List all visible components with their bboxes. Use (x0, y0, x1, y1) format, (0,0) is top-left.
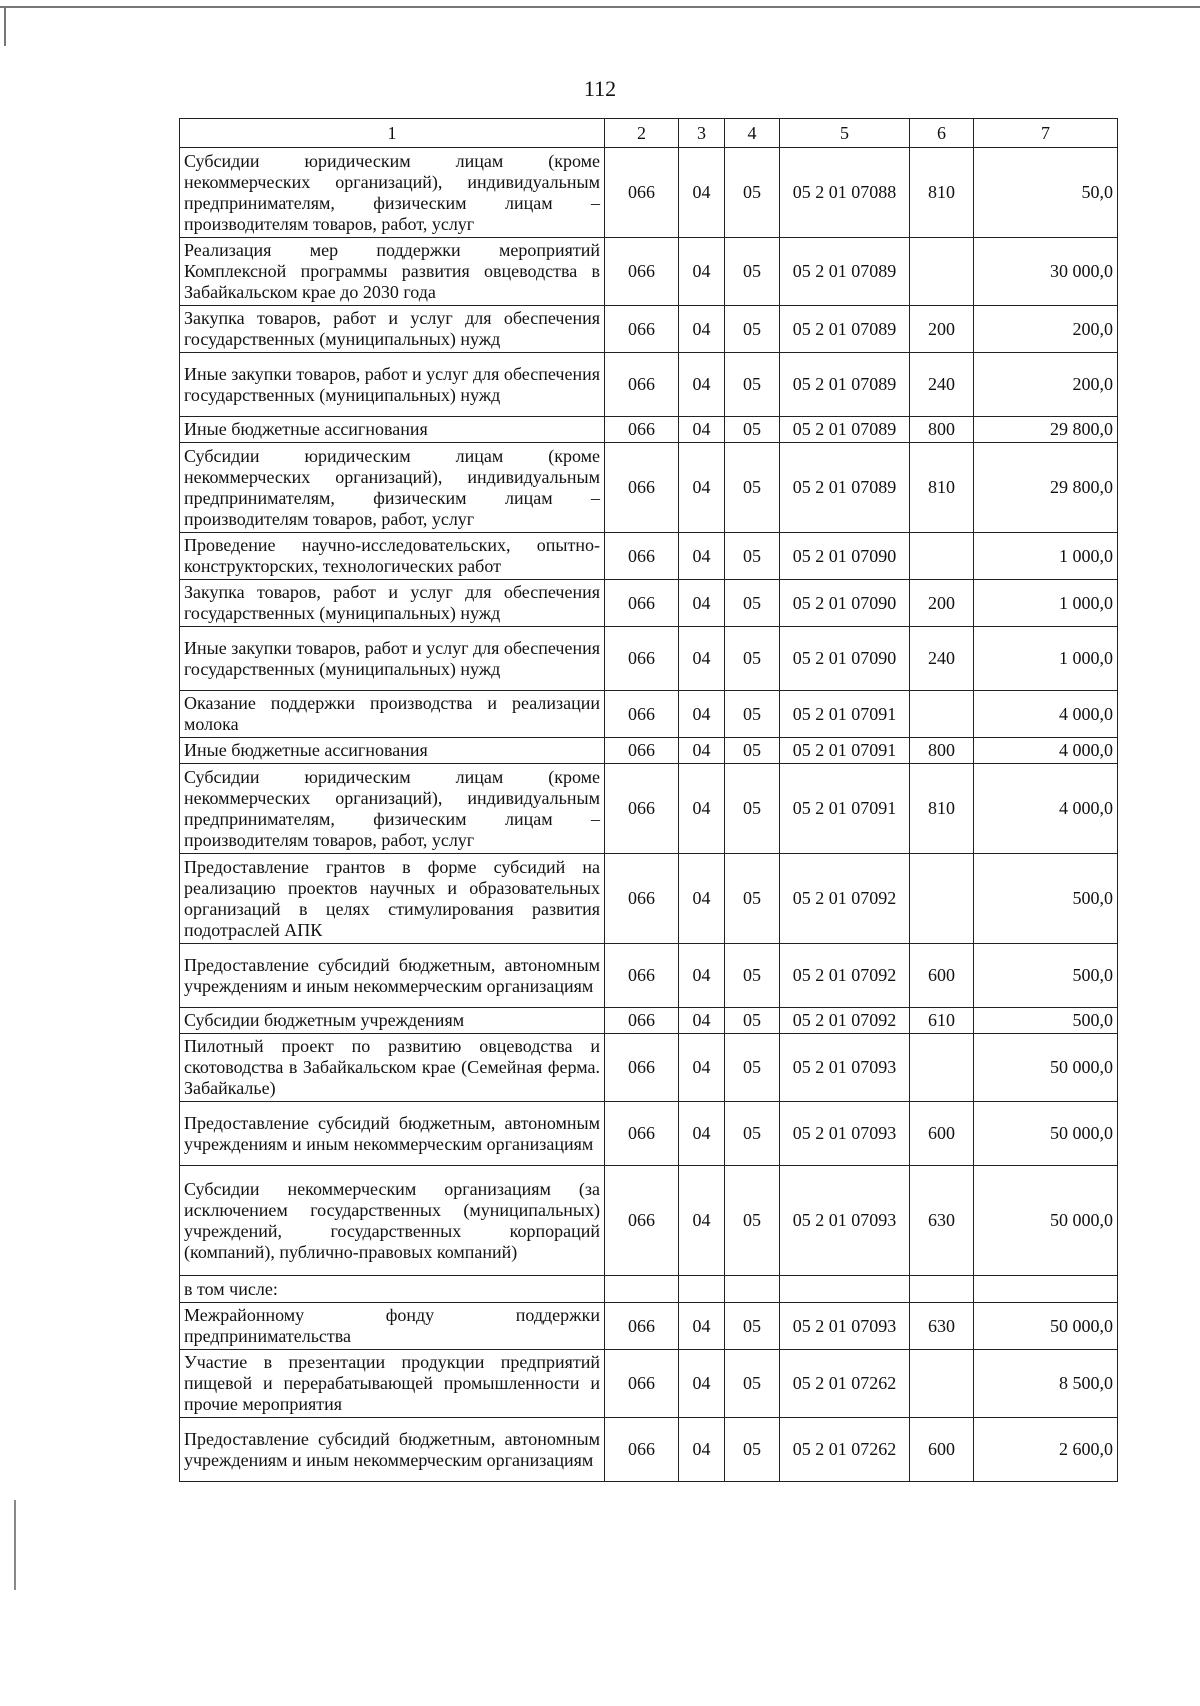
row-description: Предоставление субсидий бюджетным, автономным учреждениям и иным некоммерческим организациям (180, 1102, 605, 1166)
row-description: Межрайонному фонду поддержки предпринимательства (180, 1303, 605, 1350)
row-ministry-code: 066 (605, 533, 679, 580)
row-section-code: 04 (679, 580, 725, 627)
row-expense-type: 630 (910, 1166, 974, 1276)
table-row (180, 1102, 1118, 1166)
row-target-article: 05 2 01 07091 (780, 691, 910, 738)
row-amount: 50 000,0 (974, 1034, 1118, 1102)
row-expense-type (910, 691, 974, 738)
row-ministry-code: 066 (605, 691, 679, 738)
table-row (180, 691, 1118, 738)
row-subsection-code: 05 (725, 691, 780, 738)
row-ministry-code (605, 1276, 679, 1303)
row-ministry-code: 066 (605, 238, 679, 306)
table-row (180, 854, 1118, 944)
row-description: Иные закупки товаров, работ и услуг для обеспечения государственных (муниципальных) нужд (180, 353, 605, 417)
row-subsection-code: 05 (725, 1166, 780, 1276)
row-ministry-code: 066 (605, 1008, 679, 1034)
row-subsection-code: 05 (725, 148, 780, 238)
row-section-code: 04 (679, 1166, 725, 1276)
row-expense-type (910, 1034, 974, 1102)
table-header-row (180, 119, 1118, 148)
table-row (180, 944, 1118, 1008)
row-ministry-code: 066 (605, 580, 679, 627)
row-amount: 500,0 (974, 944, 1118, 1008)
row-description: Участие в презентации продукции предприятий пищевой и перерабатывающей промышленности и прочие мероприятия (180, 1350, 605, 1418)
header-col-1: 1 (180, 119, 605, 148)
table-row (180, 1350, 1118, 1418)
row-expense-type: 240 (910, 353, 974, 417)
row-section-code: 04 (679, 306, 725, 353)
row-ministry-code: 066 (605, 1102, 679, 1166)
row-subsection-code (725, 1276, 780, 1303)
row-ministry-code: 066 (605, 944, 679, 1008)
table-row (180, 417, 1118, 443)
row-amount: 50,0 (974, 148, 1118, 238)
row-section-code: 04 (679, 944, 725, 1008)
row-description: Субсидии юридическим лицам (кроме некоммерческих организаций), индивидуальным предпринимателям, физическим лицам – производителям товаров, работ, услуг (180, 443, 605, 533)
row-amount: 200,0 (974, 353, 1118, 417)
row-section-code: 04 (679, 238, 725, 306)
row-subsection-code: 05 (725, 1034, 780, 1102)
row-target-article: 05 2 01 07093 (780, 1166, 910, 1276)
row-subsection-code: 05 (725, 1418, 780, 1482)
row-subsection-code: 05 (725, 764, 780, 854)
row-section-code: 04 (679, 1034, 725, 1102)
table-row (180, 1034, 1118, 1102)
row-section-code: 04 (679, 1303, 725, 1350)
table-row (180, 1008, 1118, 1034)
row-description: Пилотный проект по развитию овцеводства и скотоводства в Забайкальском крае (Семейная ферма. Забайкалье) (180, 1034, 605, 1102)
table-row (180, 627, 1118, 691)
row-expense-type: 630 (910, 1303, 974, 1350)
table-row (180, 1418, 1118, 1482)
row-subsection-code: 05 (725, 238, 780, 306)
row-expense-type: 200 (910, 306, 974, 353)
row-section-code: 04 (679, 533, 725, 580)
row-expense-type (910, 238, 974, 306)
row-description: Иные закупки товаров, работ и услуг для обеспечения государственных (муниципальных) нужд (180, 627, 605, 691)
row-target-article: 05 2 01 07090 (780, 627, 910, 691)
row-target-article: 05 2 01 07092 (780, 1008, 910, 1034)
row-section-code: 04 (679, 443, 725, 533)
row-ministry-code: 066 (605, 1350, 679, 1418)
row-amount: 4 000,0 (974, 691, 1118, 738)
row-target-article: 05 2 01 07262 (780, 1418, 910, 1482)
row-subsection-code: 05 (725, 533, 780, 580)
row-target-article: 05 2 01 07090 (780, 533, 910, 580)
row-section-code: 04 (679, 764, 725, 854)
row-expense-type (910, 854, 974, 944)
row-amount: 4 000,0 (974, 738, 1118, 764)
row-amount: 50 000,0 (974, 1303, 1118, 1350)
row-description: Оказание поддержки производства и реализации молока (180, 691, 605, 738)
table-row (180, 238, 1118, 306)
row-target-article: 05 2 01 07091 (780, 764, 910, 854)
row-ministry-code: 066 (605, 306, 679, 353)
table-row (180, 443, 1118, 533)
row-ministry-code: 066 (605, 443, 679, 533)
header-col-5: 5 (780, 119, 910, 148)
row-expense-type (910, 1276, 974, 1303)
row-description: Предоставление субсидий бюджетным, автономным учреждениям и иным некоммерческим организациям (180, 944, 605, 1008)
budget-table (179, 118, 1118, 1482)
row-target-article: 05 2 01 07092 (780, 944, 910, 1008)
row-subsection-code: 05 (725, 1102, 780, 1166)
row-target-article: 05 2 01 07089 (780, 238, 910, 306)
row-description: Субсидии бюджетным учреждениям (180, 1008, 605, 1034)
row-expense-type: 810 (910, 764, 974, 854)
row-amount: 1 000,0 (974, 533, 1118, 580)
row-section-code: 04 (679, 1102, 725, 1166)
row-section-code: 04 (679, 738, 725, 764)
row-description: Субсидии некоммерческим организациям (за исключением государственных (муниципальных) учреждений, государственных корпораций (компаний), публично-правовых компаний) (180, 1166, 605, 1276)
table-row (180, 353, 1118, 417)
row-ministry-code: 066 (605, 764, 679, 854)
row-expense-type: 610 (910, 1008, 974, 1034)
row-description: Субсидии юридическим лицам (кроме некоммерческих организаций), индивидуальным предпринимателям, физическим лицам – производителям товаров, работ, услуг (180, 764, 605, 854)
row-description: в том числе: (180, 1276, 605, 1303)
row-subsection-code: 05 (725, 353, 780, 417)
row-expense-type: 200 (910, 580, 974, 627)
row-subsection-code: 05 (725, 580, 780, 627)
scan-border-left (4, 6, 6, 46)
row-expense-type: 810 (910, 148, 974, 238)
row-expense-type: 240 (910, 627, 974, 691)
header-col-6: 6 (910, 119, 974, 148)
row-amount: 1 000,0 (974, 627, 1118, 691)
row-expense-type (910, 533, 974, 580)
row-section-code: 04 (679, 1008, 725, 1034)
row-ministry-code: 066 (605, 1418, 679, 1482)
row-expense-type: 600 (910, 944, 974, 1008)
scan-border-top (0, 6, 1200, 8)
row-expense-type: 600 (910, 1102, 974, 1166)
page-number: 112 (583, 76, 617, 101)
row-subsection-code: 05 (725, 443, 780, 533)
row-subsection-code: 05 (725, 738, 780, 764)
row-ministry-code: 066 (605, 854, 679, 944)
row-amount: 50 000,0 (974, 1102, 1118, 1166)
row-ministry-code: 066 (605, 1166, 679, 1276)
row-amount: 29 800,0 (974, 443, 1118, 533)
row-description: Реализация мер поддержки мероприятий Комплексной программы развития овцеводства в Забайкальском крае до 2030 года (180, 238, 605, 306)
row-ministry-code: 066 (605, 148, 679, 238)
row-description: Проведение научно-исследовательских, опытно-конструкторских, технологических работ (180, 533, 605, 580)
header-col-2: 2 (605, 119, 679, 148)
table-row (180, 306, 1118, 353)
row-section-code: 04 (679, 417, 725, 443)
row-amount: 2 600,0 (974, 1418, 1118, 1482)
row-section-code (679, 1276, 725, 1303)
row-section-code: 04 (679, 148, 725, 238)
row-subsection-code: 05 (725, 627, 780, 691)
row-expense-type: 810 (910, 443, 974, 533)
row-description: Закупка товаров, работ и услуг для обеспечения государственных (муниципальных) нужд (180, 306, 605, 353)
row-ministry-code: 066 (605, 1034, 679, 1102)
row-expense-type: 800 (910, 738, 974, 764)
scan-border-left-lower (14, 1500, 16, 1590)
header-col-3: 3 (679, 119, 725, 148)
row-expense-type (910, 1350, 974, 1418)
row-amount: 4 000,0 (974, 764, 1118, 854)
row-target-article: 05 2 01 07089 (780, 417, 910, 443)
row-description: Иные бюджетные ассигнования (180, 417, 605, 443)
row-subsection-code: 05 (725, 417, 780, 443)
row-amount: 500,0 (974, 1008, 1118, 1034)
row-target-article: 05 2 01 07089 (780, 443, 910, 533)
row-amount: 29 800,0 (974, 417, 1118, 443)
row-subsection-code: 05 (725, 1350, 780, 1418)
row-section-code: 04 (679, 1350, 725, 1418)
row-amount (974, 1276, 1118, 1303)
row-ministry-code: 066 (605, 1303, 679, 1350)
row-ministry-code: 066 (605, 627, 679, 691)
row-target-article: 05 2 01 07091 (780, 738, 910, 764)
row-amount: 30 000,0 (974, 238, 1118, 306)
row-description: Иные бюджетные ассигнования (180, 738, 605, 764)
row-subsection-code: 05 (725, 306, 780, 353)
row-description: Предоставление грантов в форме субсидий на реализацию проектов научных и образовательных организаций в целях стимулирования развития подотраслей АПК (180, 854, 605, 944)
row-amount: 200,0 (974, 306, 1118, 353)
row-target-article: 05 2 01 07093 (780, 1034, 910, 1102)
table-row (180, 1276, 1118, 1303)
row-section-code: 04 (679, 353, 725, 417)
row-target-article: 05 2 01 07093 (780, 1303, 910, 1350)
row-amount: 1 000,0 (974, 580, 1118, 627)
row-ministry-code: 066 (605, 738, 679, 764)
header-col-7: 7 (974, 119, 1118, 148)
row-section-code: 04 (679, 854, 725, 944)
row-ministry-code: 066 (605, 353, 679, 417)
row-target-article: 05 2 01 07088 (780, 148, 910, 238)
row-section-code: 04 (679, 627, 725, 691)
header-col-4: 4 (725, 119, 780, 148)
row-subsection-code: 05 (725, 1303, 780, 1350)
row-section-code: 04 (679, 691, 725, 738)
row-target-article: 05 2 01 07089 (780, 353, 910, 417)
row-target-article: 05 2 01 07092 (780, 854, 910, 944)
row-subsection-code: 05 (725, 1008, 780, 1034)
row-target-article: 05 2 01 07262 (780, 1350, 910, 1418)
table-row (180, 580, 1118, 627)
table-row (180, 764, 1118, 854)
row-target-article: 05 2 01 07089 (780, 306, 910, 353)
row-description: Закупка товаров, работ и услуг для обеспечения государственных (муниципальных) нужд (180, 580, 605, 627)
row-subsection-code: 05 (725, 854, 780, 944)
row-target-article: 05 2 01 07090 (780, 580, 910, 627)
table-row (180, 738, 1118, 764)
row-subsection-code: 05 (725, 944, 780, 1008)
row-amount: 50 000,0 (974, 1166, 1118, 1276)
row-expense-type: 600 (910, 1418, 974, 1482)
table-row (180, 1166, 1118, 1276)
row-ministry-code: 066 (605, 417, 679, 443)
table-row (180, 1303, 1118, 1350)
row-expense-type: 800 (910, 417, 974, 443)
row-target-article: 05 2 01 07093 (780, 1102, 910, 1166)
row-description: Предоставление субсидий бюджетным, автономным учреждениям и иным некоммерческим организациям (180, 1418, 605, 1482)
row-amount: 500,0 (974, 854, 1118, 944)
row-target-article (780, 1276, 910, 1303)
table-row (180, 533, 1118, 580)
row-amount: 8 500,0 (974, 1350, 1118, 1418)
row-description: Субсидии юридическим лицам (кроме некоммерческих организаций), индивидуальным предпринимателям, физическим лицам – производителям товаров, работ, услуг (180, 148, 605, 238)
table-row (180, 148, 1118, 238)
row-section-code: 04 (679, 1418, 725, 1482)
